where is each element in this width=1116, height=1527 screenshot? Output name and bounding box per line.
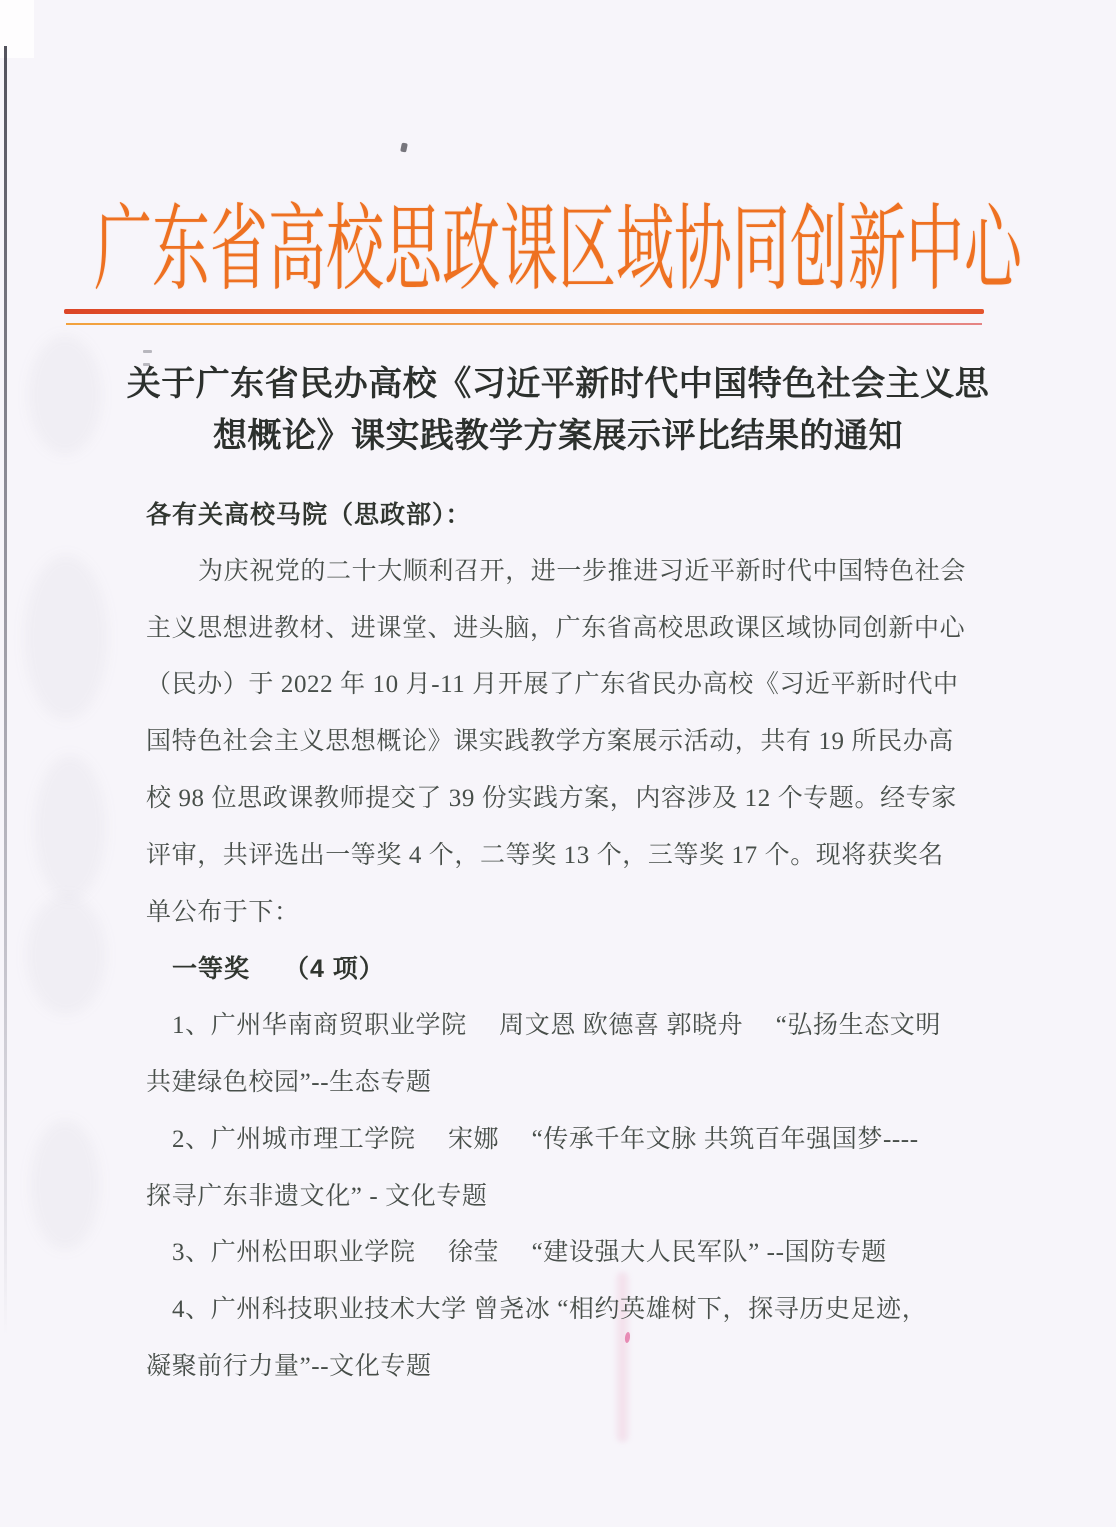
scan-smudge-artifact <box>26 895 106 1015</box>
scan-smudge-artifact <box>24 555 108 720</box>
award-item-line: 凝聚前行力量”--文化专题 <box>146 1352 432 1380</box>
body-paragraph-line: （民办）于 2022 年 10 月-11 月开展了广东省民办高校《习近平新时代中 <box>146 671 959 699</box>
body-paragraph-line: 国特色社会主义思想概论》课实践教学方案展示活动，共有 19 所民办高 <box>146 728 954 756</box>
salutation: 各有关高校马院（思政部）： <box>146 501 472 529</box>
scan-edge-line-artifact <box>4 46 7 1336</box>
award-item-line: 探寻广东非遗文化” - 文化专题 <box>146 1182 488 1210</box>
scan-smudge-artifact <box>34 755 106 900</box>
document-title-line2: 想概论》课实践教学方案展示评比结果的通知 <box>213 417 903 455</box>
award-item-line: 4、广州科技职业技术大学 曾尧冰 “相约英雄树下，探寻历史足迹， <box>172 1296 928 1324</box>
scan-tick-artifact <box>143 350 152 353</box>
letterhead-rule-thick <box>64 309 984 314</box>
body-paragraph-line: 主义思想进教材、进课堂、进头脑，广东省高校思政课区域协同创新中心 <box>146 614 966 642</box>
award-item-line: 共建绿色校园”--生态专题 <box>146 1068 432 1096</box>
award-item-line: 1、广州华南商贸职业学院 周文恩 欧德喜 郭晓舟 “弘扬生态文明 <box>172 1012 941 1040</box>
body-paragraph-line: 评审，共评选出一等奖 4 个，二等奖 13 个，三等奖 17 个。现将获奖名 <box>146 841 944 869</box>
document-title-line1: 关于广东省民办高校《习近平新时代中国特色社会主义思 <box>126 365 990 403</box>
letterhead-rule-thin <box>66 323 982 325</box>
scan-speck-artifact <box>400 142 408 152</box>
letterhead-org-name: 广东省高校思政课区域协同创新中心 <box>93 196 1022 302</box>
document-title <box>70 358 1046 462</box>
body-paragraph-line: 单公布于下： <box>146 898 300 926</box>
scan-smudge-artifact <box>30 1120 100 1250</box>
first-prize-heading: 一等奖 （4 项） <box>172 955 385 984</box>
notice-body <box>146 487 982 1396</box>
body-paragraph-line: 为庆祝党的二十大顺利召开，进一步推进习近平新时代中国特色社会 <box>198 557 967 585</box>
body-paragraph-line: 校 98 位思政课教师提交了 39 份实践方案，内容涉及 12 个专题。经专家 <box>146 784 957 812</box>
award-item-line: 3、广州松田职业学院 徐莹 “建设强大人民军队” --国防专题 <box>172 1239 887 1267</box>
award-item-line: 2、广州城市理工学院 宋娜 “传承千年文脉 共筑百年强国梦---- <box>172 1125 919 1153</box>
